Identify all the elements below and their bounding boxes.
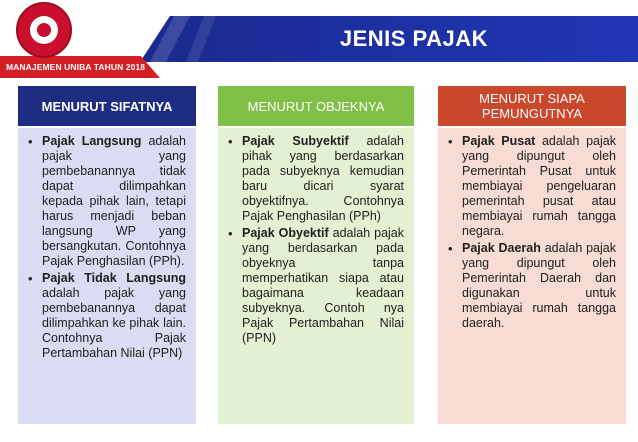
term: Pajak Tidak Langsung xyxy=(42,271,186,285)
definition: adalah pajak yang dipungut oleh Pemerintah Pusat untuk membiayai pengeluaran pemerintah pusat atau membiayai rumah tangga negara. xyxy=(462,134,616,238)
logo-inner xyxy=(30,16,58,44)
list-item xyxy=(228,134,404,224)
term: Pajak Pusat xyxy=(462,134,536,148)
list-item xyxy=(28,134,186,269)
column-heading-pemungut: MENURUT SIAPA PEMUNGUTNYA xyxy=(438,86,626,126)
column-heading-objek: MENURUT OBJEKNYA xyxy=(218,86,414,126)
ribbon-label: MANAJEMEN UNIBA TAHUN 2018 xyxy=(6,62,146,72)
page-title: JENIS PAJAK xyxy=(339,26,488,51)
definition: adalah pajak yang berdasarkan pada obyeknya tanpa memperhatikan siapa atau bagaimana keadaan subyeknya. Contoh nya Pajak Pertambahan Nilai (PPN) xyxy=(242,226,405,345)
column-body-pemungut xyxy=(438,128,626,424)
term: Pajak Daerah xyxy=(462,241,541,255)
definition: adalah pajak yang dipungut oleh Pemerintah Daerah dan digunakan untuk membiayai rumah tangga daerah. xyxy=(462,241,616,330)
column-body-objek xyxy=(218,128,414,424)
university-logo-icon xyxy=(16,2,72,58)
term: Pajak Subyektif xyxy=(242,134,349,148)
list-item xyxy=(28,271,186,361)
column-body-sifat xyxy=(18,128,196,424)
list-item xyxy=(228,226,404,346)
list-item xyxy=(448,241,616,331)
column-heading-sifat: MENURUT SIFATNYA xyxy=(18,86,196,126)
term: Pajak Obyektif xyxy=(242,226,329,240)
definition: adalah pajak yang pembebanannya tidak dapat dilimpahkan kepada pihak lain, tetapi harus menjadi beban langsung WP yang bersangkutan. Contohnya Pajak Penghasilan (PPh). xyxy=(42,134,186,268)
definition: adalah pajak yang pembebanannya dapat dilimpahkan ke pihak lain. Contohnya Pajak Pertambahan Nilai (PPN) xyxy=(42,286,186,360)
logo-core xyxy=(37,23,51,37)
list-item xyxy=(448,134,616,239)
definition: adalah pihak yang berdasarkan pada subyeknya kemudian baru dicari syarat obyektifnya. Contohnya Pajak Penghasilan (PPh) xyxy=(242,134,405,223)
term: Pajak Langsung xyxy=(42,134,142,148)
